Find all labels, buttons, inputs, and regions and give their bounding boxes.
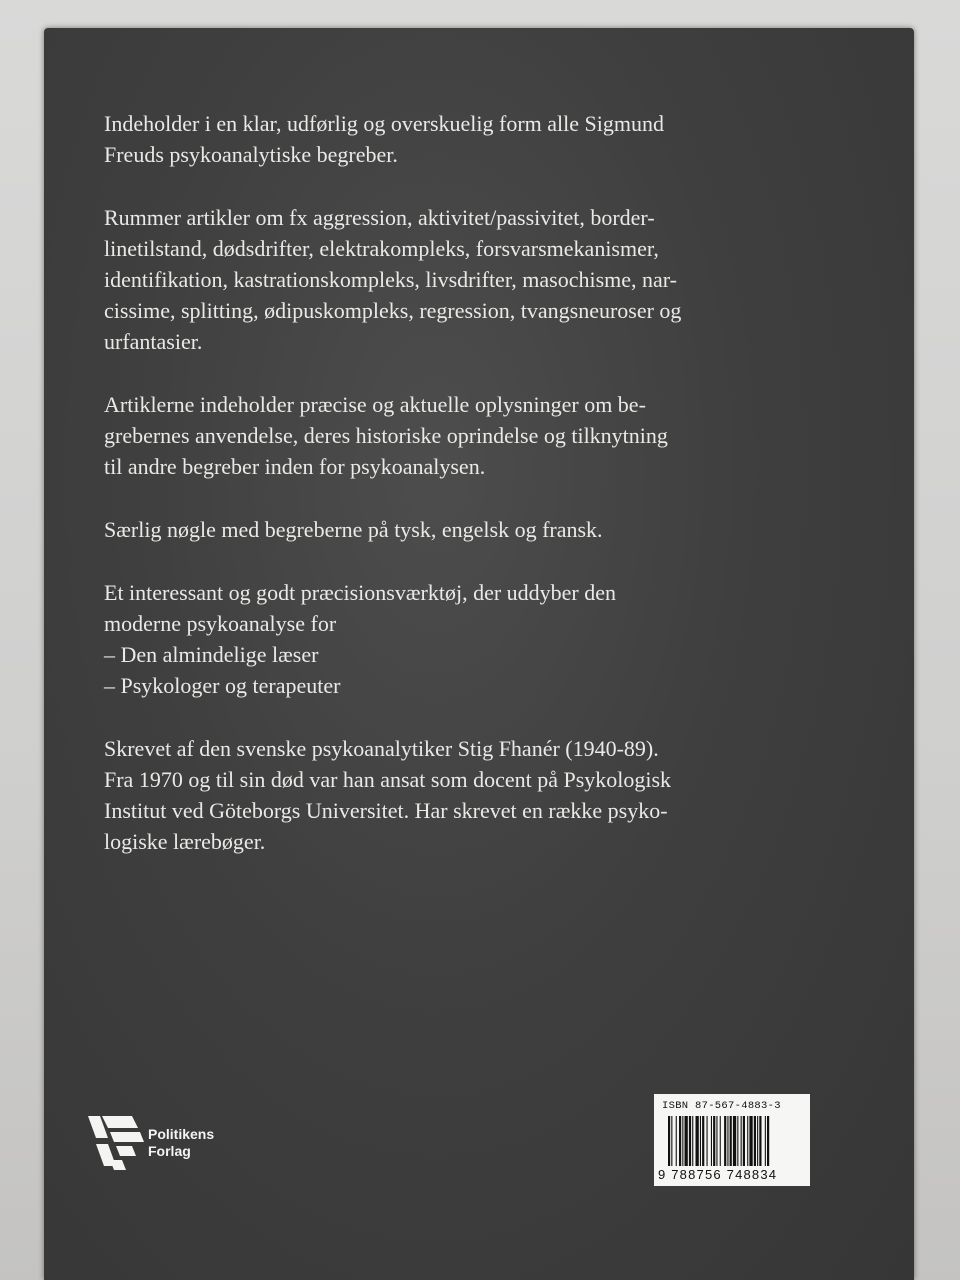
isbn-barcode-label	[654, 1094, 810, 1186]
ean-number: 9 788756 748834	[658, 1167, 778, 1182]
paragraph-articles: Rummer artikler om fx aggression, aktivitet/passivitet, border- linetilstand, dødsdrifter, elektrakompleks, forsvarsmekanismer, identifikation, kastrationskompleks, livsdrifter, masochisme, nar- cissime, splitting, ødipuskompleks, regression, tvangsneuroser og urfantasier.	[104, 205, 682, 354]
politikens-forlag-logo-icon	[86, 1108, 146, 1178]
barcode-icon	[668, 1116, 804, 1166]
paragraph-author: Skrevet af den svenske psykoanalytiker Stig Fhanér (1940-89). Fra 1970 og til sin død var han ansat som docent på Psykologisk Institut ved Göteborgs Universitet. Har skrevet en række psyko- logiske lærebøger.	[104, 736, 672, 854]
isbn-number: ISBN 87-567-4883-3	[662, 1100, 781, 1112]
paragraph-audience: Et interessant og godt præcisionsværktøj, der uddyber den moderne psykoanalyse for – Den almindelige læser – Psykologer og terapeuter	[104, 580, 617, 698]
paragraph-intro: Indeholder i en klar, udførlig og overskuelig form alle Sigmund Freuds psykoanalytiske begreber.	[104, 111, 664, 167]
publisher-logo	[86, 1108, 246, 1178]
blurb-text	[104, 108, 824, 889]
paragraph-key: Særlig nøgle med begreberne på tysk, engelsk og fransk.	[104, 517, 603, 542]
publisher-name	[148, 1126, 214, 1160]
publisher-name-line2: Forlag	[148, 1143, 191, 1159]
paragraph-details: Artiklerne indeholder præcise og aktuelle oplysninger om be- grebernes anvendelse, deres historiske oprindelse og tilknytning til andre begreber inden for psykoanalysen.	[104, 392, 668, 479]
publisher-name-line1: Politikens	[148, 1126, 215, 1142]
